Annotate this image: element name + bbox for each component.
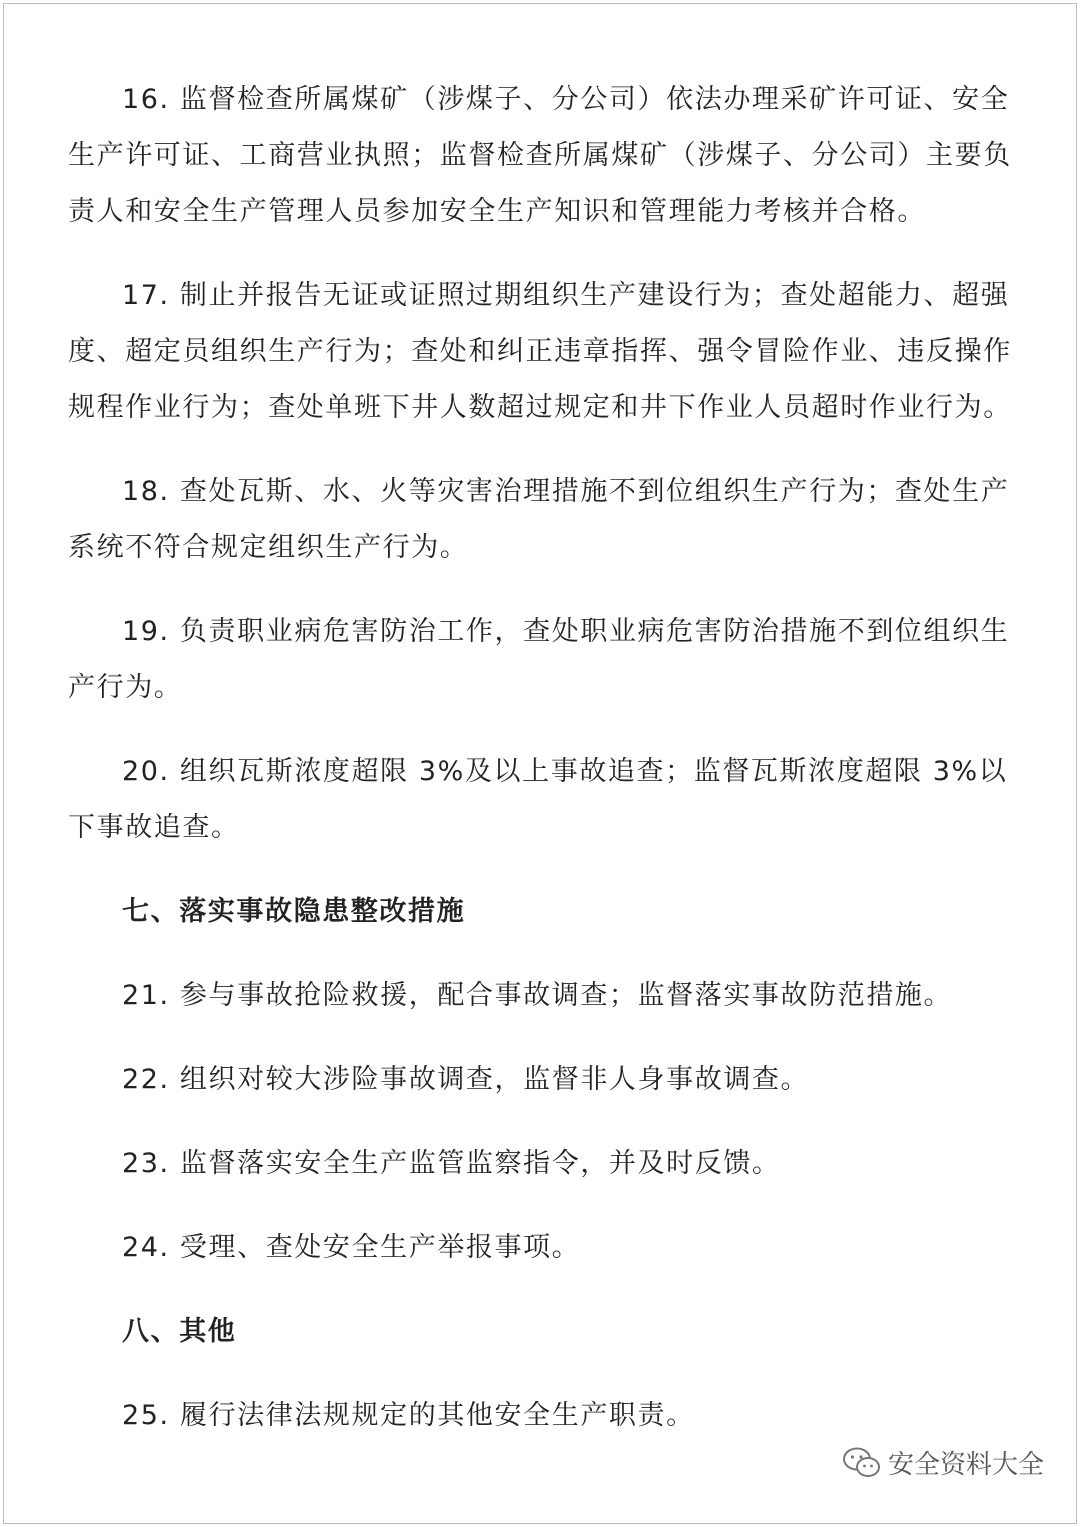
paragraph-21: 21. 参与事故抢险救援，配合事故调查；监督落实事故防范措施。 bbox=[122, 980, 953, 1011]
paragraph-19: 19. 负责职业病危害防治工作，查处职业病危害防治措施不到位组织生产行为。 bbox=[68, 616, 1010, 703]
section-heading-8: 八、其他 bbox=[122, 1316, 237, 1347]
paragraph-25: 25. 履行法律法规规定的其他安全生产职责。 bbox=[122, 1400, 695, 1431]
section-heading-7: 七、落实事故隐患整改措施 bbox=[122, 896, 466, 927]
paragraph-22: 22. 组织对较大涉险事故调查，监督非人身事故调查。 bbox=[122, 1064, 810, 1095]
document-body bbox=[68, 72, 1018, 1472]
paragraph-23: 23. 监督落实安全生产监管监察指令，并及时反馈。 bbox=[122, 1148, 781, 1179]
paragraph-20: 20. 组织瓦斯浓度超限 3%及以上事故追查；监督瓦斯浓度超限 3%以下事故追查。 bbox=[68, 756, 1008, 843]
paragraph-16: 16. 监督检查所属煤矿（涉煤子、分公司）依法办理采矿许可证、安全生产许可证、工商营业执照；监督检查所属煤矿（涉煤子、分公司）主要负责人和安全生产管理人员参加安全生产知识和管理能力考核并合格。 bbox=[68, 84, 1012, 227]
watermark bbox=[842, 1444, 1044, 1481]
paragraph-17: 17. 制止并报告无证或证照过期组织生产建设行为；查处超能力、超强度、超定员组织生产行为；查处和纠正违章指挥、强令冒险作业、违反操作规程作业行为；查处单班下井人数超过规定和井下作业人员超时作业行为。 bbox=[68, 280, 1012, 423]
paragraph-24: 24. 受理、查处安全生产举报事项。 bbox=[122, 1232, 581, 1263]
paragraph-18: 18. 查处瓦斯、水、火等灾害治理措施不到位组织生产行为；查处生产系统不符合规定组织生产行为。 bbox=[68, 476, 1010, 563]
wechat-icon bbox=[842, 1446, 882, 1480]
watermark-text: 安全资料大全 bbox=[887, 1450, 1044, 1480]
